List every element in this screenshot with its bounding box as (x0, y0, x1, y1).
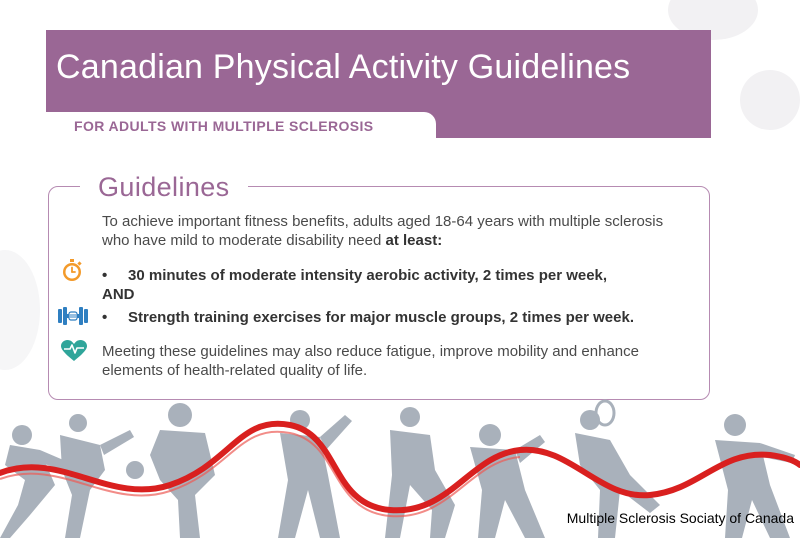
subtitle-tab (46, 112, 436, 138)
intro-paragraph (102, 212, 692, 250)
bullet-dot: • (102, 309, 108, 326)
bullet-aerobic (102, 266, 607, 285)
intro-text: To achieve important fitness benefits, adults aged 18-64 years with multiple sclerosis who have mild to moderate disability need (102, 213, 664, 249)
header-banner (46, 30, 711, 138)
heart-rate-icon (61, 340, 87, 362)
page-subtitle: FOR ADULTS WITH MULTIPLE SCLEROSIS (74, 118, 374, 134)
guidelines-heading: Guidelines (98, 172, 230, 202)
background-circle (0, 250, 40, 370)
bullet-dot: • (102, 267, 108, 284)
bullet-aerobic-text: 30 minutes of moderate intensity aerobic activity, 2 times per week, (128, 267, 608, 284)
guidelines-heading-wrap (80, 172, 248, 203)
dumbbell-icon (57, 305, 89, 327)
page-title: Canadian Physical Activity Guidelines (56, 48, 631, 86)
intro-emphasis: at least: (385, 232, 443, 249)
bullet-strength-text: Strength training exercises for major muscle groups, 2 times per week. (128, 309, 635, 326)
stopwatch-icon (60, 258, 84, 282)
bullet-strength (102, 308, 634, 327)
closing-paragraph: Meeting these guidelines may also reduce fatigue, improve mobility and enhance elements of health-related quality of life. (102, 343, 639, 379)
connector-and: AND (102, 286, 135, 303)
background-circle (740, 70, 800, 130)
credit-caption: Multiple Sclerosis Sociaty of Canada (566, 510, 794, 526)
